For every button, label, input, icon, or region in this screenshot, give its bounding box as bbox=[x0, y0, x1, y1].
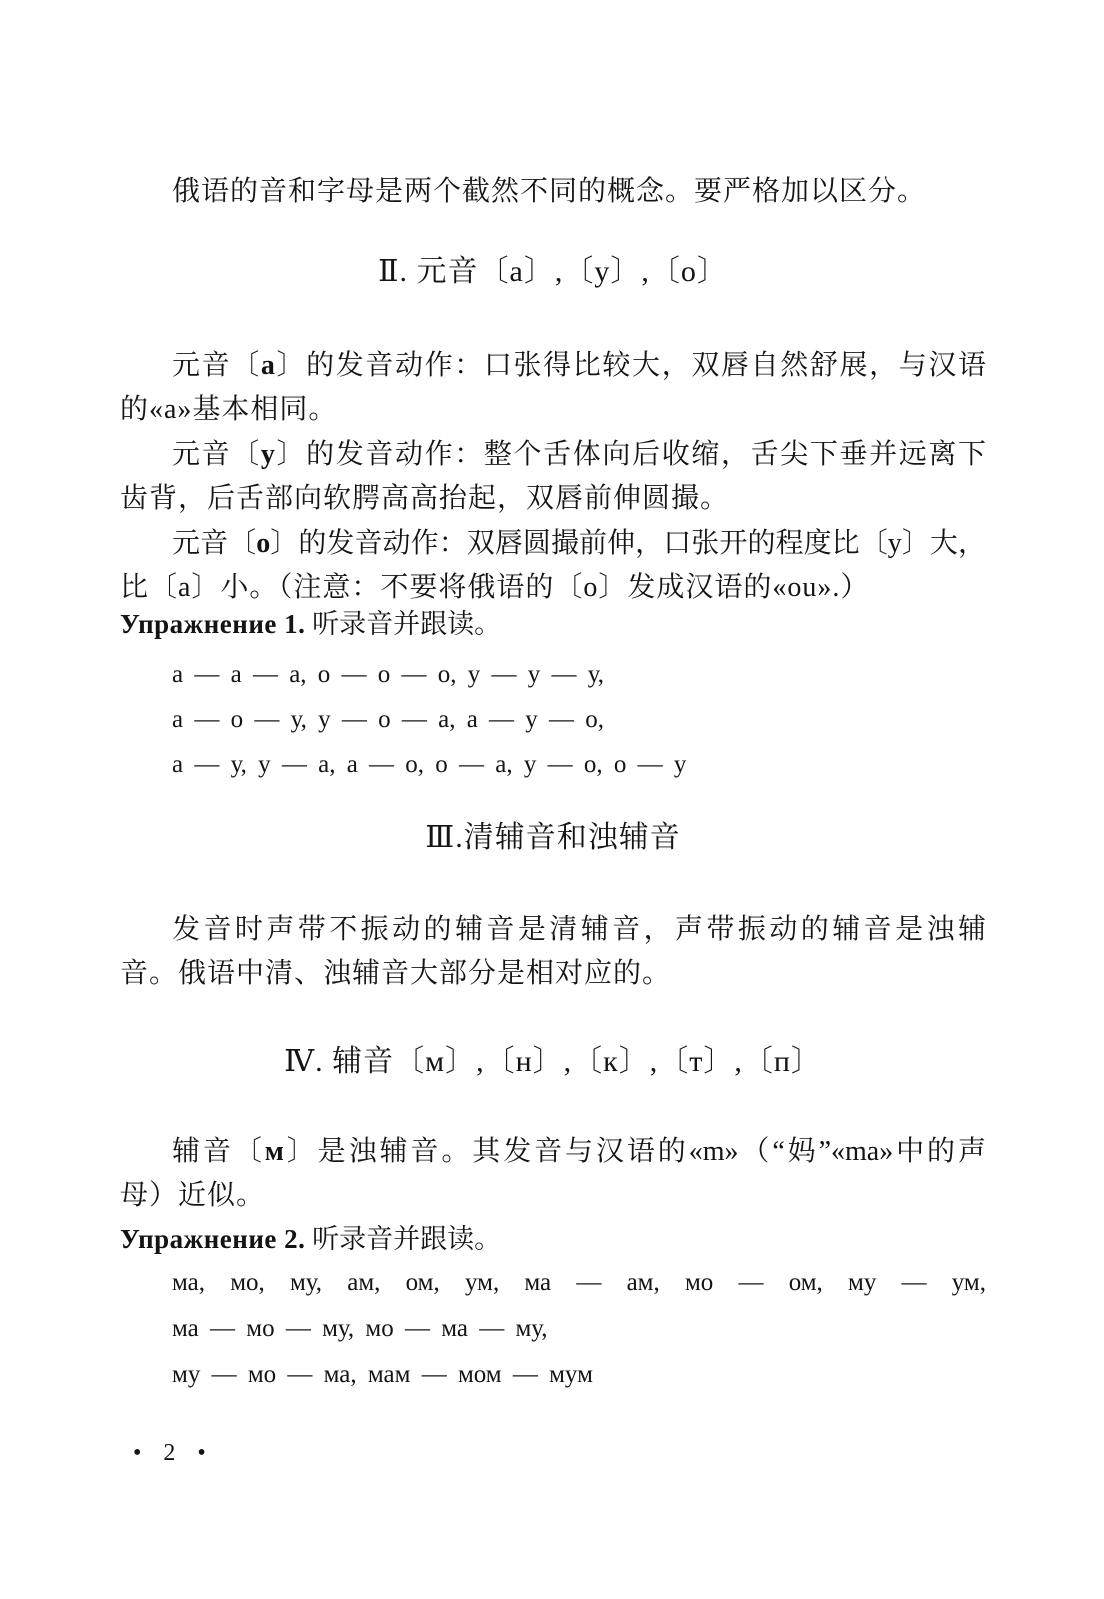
text-segment: 元音〔 bbox=[172, 350, 261, 381]
drill-line: а — у, у — а, а — о, о — а, у — о, о — у bbox=[172, 751, 687, 778]
intro-paragraph bbox=[120, 170, 986, 214]
text-segment: 〕是浊辅音。其发音与汉语的«m»（“妈”«ma»中的声 bbox=[283, 1136, 986, 1167]
text-segment: 元音〔 bbox=[172, 439, 261, 470]
section2-heading: Ⅱ. 元音〔a〕,〔y〕,〔o〕 bbox=[378, 255, 728, 288]
paragraph-consonant-m bbox=[120, 1130, 986, 1218]
exercise2-lines bbox=[120, 1260, 986, 1398]
paragraph-line: 母）近似。 bbox=[120, 1180, 266, 1211]
paragraph-line: 的«a»基本相同。 bbox=[120, 394, 338, 425]
drill-line: ма, мо, му, ам, ом, ум, ма — ам, мо — ом, му — ум, bbox=[172, 1269, 986, 1296]
bold-phoneme: у bbox=[260, 439, 275, 470]
page-number: • 2 • bbox=[133, 1440, 208, 1466]
paragraph-line bbox=[120, 344, 986, 388]
paragraph-line bbox=[120, 522, 986, 566]
text-segment: 〕的发音动作：整个舌体向后收缩，舌尖下垂并远离下 bbox=[274, 439, 986, 470]
text-segment: 〕的发音动作：口张得比较大，双唇自然舒展，与汉语 bbox=[274, 350, 986, 381]
drill-line: а — а — а, о — о — о, у — у — у, bbox=[172, 661, 605, 688]
paragraph-line: 比〔a〕小。（注意：不要将俄语的〔о〕发成汉语的«ou».） bbox=[120, 572, 870, 603]
paragraph-line bbox=[120, 1130, 986, 1174]
paragraph-line bbox=[120, 433, 986, 477]
bold-phoneme: о bbox=[256, 528, 271, 559]
text-segment: 元音〔 bbox=[172, 528, 257, 559]
paragraph-vowel-o bbox=[120, 522, 986, 610]
intro-line: 俄语的音和字母是两个截然不同的概念。要严格加以区分。 bbox=[172, 176, 927, 207]
exercise1-header bbox=[120, 604, 986, 644]
paragraph-vowel-a bbox=[120, 344, 986, 432]
exercise2-header bbox=[120, 1219, 986, 1259]
paragraph-consonant-types bbox=[120, 908, 986, 996]
exercise1-lines bbox=[120, 652, 986, 787]
exercise2-label: Упражнение 2. bbox=[120, 1224, 306, 1254]
paragraph-vowel-u bbox=[120, 433, 986, 521]
drill-line: му — мо — ма, мам — мом — мум bbox=[172, 1361, 593, 1388]
paragraph-line: 发音时声带不振动的辅音是清辅音，声带振动的辅音是浊辅 bbox=[172, 914, 986, 945]
text-segment: 辅音〔 bbox=[172, 1136, 265, 1167]
bold-phoneme: a bbox=[260, 350, 275, 381]
section4-heading: Ⅳ. 辅音〔м〕,〔н〕,〔к〕,〔т〕,〔п〕 bbox=[284, 1045, 822, 1078]
exercise1-instruction: 听录音并跟读。 bbox=[305, 609, 502, 639]
text-segment: 〕的发音动作：双唇圆撮前伸，口张开的程度比〔у〕大， bbox=[270, 528, 986, 559]
drill-line: ма — мо — му, мо — ма — му, bbox=[172, 1315, 548, 1342]
paragraph-line: 音。俄语中清、浊辅音大部分是相对应的。 bbox=[120, 958, 672, 989]
exercise2-instruction: 听录音并跟读。 bbox=[305, 1224, 502, 1254]
bold-phoneme: м bbox=[264, 1136, 284, 1167]
section3-heading: Ⅲ.清辅音和浊辅音 bbox=[425, 821, 681, 854]
exercise1-label: Упражнение 1. bbox=[120, 609, 306, 639]
paragraph-line: 齿背，后舌部向软腭高高抬起，双唇前伸圆撮。 bbox=[120, 483, 730, 514]
drill-line: а — о — у, у — о — а, а — у — о, bbox=[172, 706, 605, 733]
